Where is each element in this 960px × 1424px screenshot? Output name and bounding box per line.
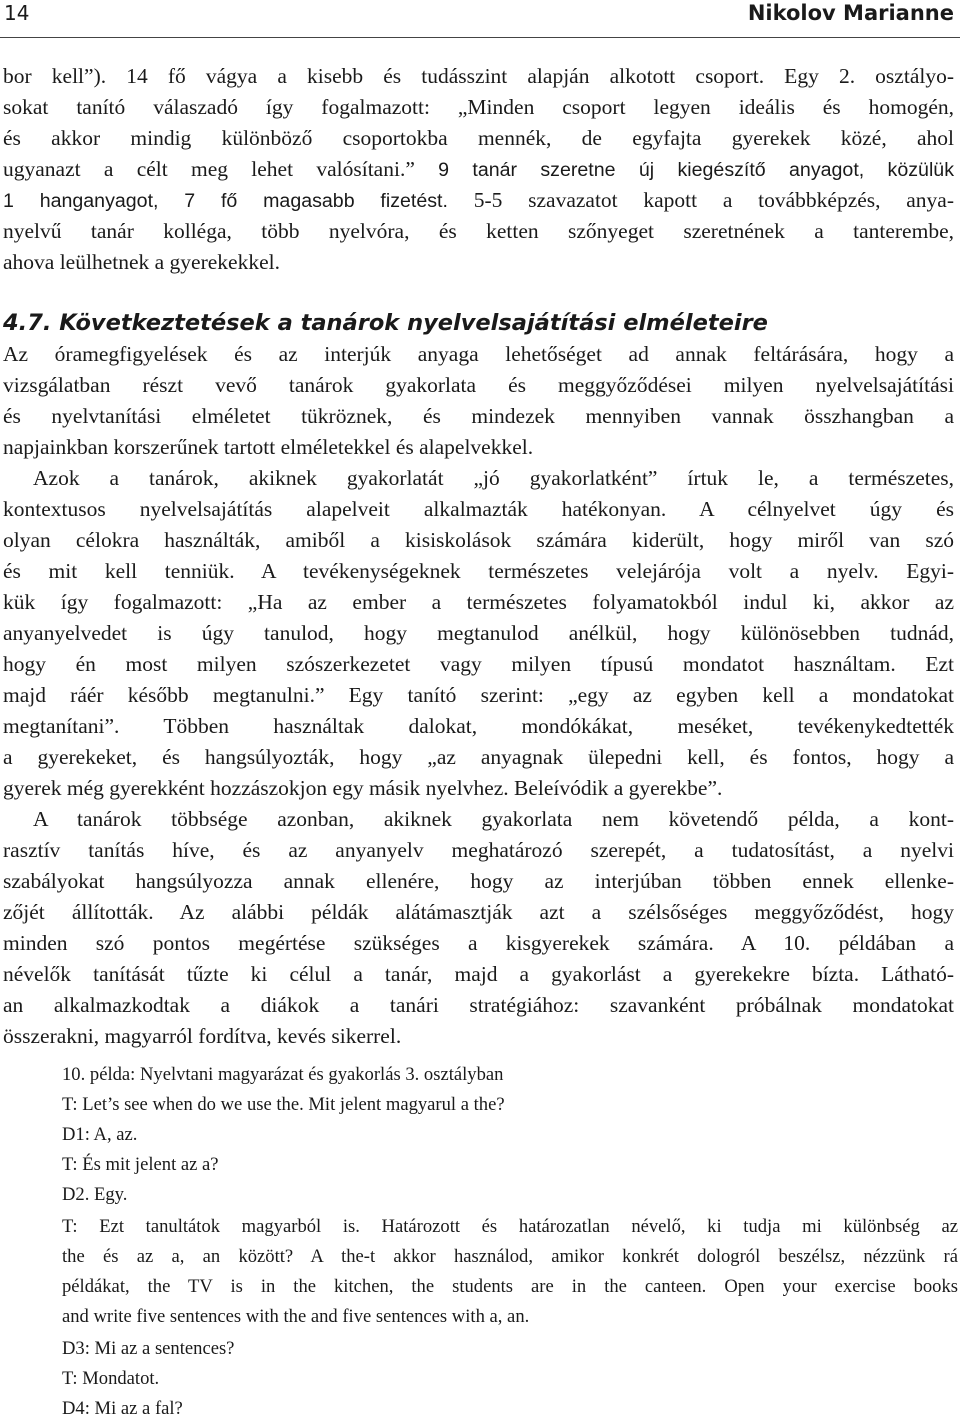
dialogue-line: D4: Mi az a fal? (62, 1398, 183, 1419)
text-line: vizsgálatban részt vevő tanárok gyakorlata és meggyőződései milyen nyelvelsajátítási (3, 373, 954, 397)
running-head-author: Nikolov Marianne (747, 1, 954, 25)
dialogue-line: T: Ezt tanultátok magyarból is. Határozott és határozatlan névelő, ki tudja mi különbség az (62, 1216, 958, 1237)
page-number: 14 (4, 1, 30, 25)
example-title: 10. példa: Nyelvtani magyarázat és gyakorlás 3. osztályban (62, 1064, 504, 1085)
text-line: hogy én most milyen szószerkezetet vagy milyen típusú mondatot használtam. Ezt (3, 652, 954, 676)
text-line: napjainkban korszerűnek tartott elméletekkel és alapelvekkel. (3, 435, 534, 459)
text-line: megtanítani”. Többen használtak dalokat, mondókákat, meséket, tevékenykedtették (3, 714, 954, 738)
text-line: bor kell”). 14 fő vágya a kisebb és tudásszint alapján alkotott csoport. Egy 2. osztályo- (3, 64, 954, 88)
dialogue-line: D1: A, az. (62, 1124, 138, 1145)
text-line: gyerek még gyerekként hozzászokjon egy másik nyelvhez. Beleívódik a gyerekbe”. (3, 776, 723, 800)
text-line: ugyanazt a célt meg lehet valósítani.” 9 tanár szeretne új kiegészítő anyagot, közülük (3, 157, 954, 181)
text-line: zőjét állították. Az alábbi példák alátámasztják azt a szélsőséges meggyőződést, hogy (3, 900, 954, 924)
dialogue-line: the és az a, an között? A the-t akkor használod, amikor konkrét dologról beszélsz, nézzünk rá (62, 1246, 958, 1267)
text-line: Azok a tanárok, akiknek gyakorlatát „jó gyakorlatként” írtuk le, a természetes, (33, 466, 954, 490)
dialogue-line: T: Mondatot. (62, 1368, 160, 1389)
text-line: kük így fogalmazott: „Ha az ember a természetes folyamatokból indul ki, akkor az (3, 590, 954, 614)
text-line: összerakni, magyarról fordítva, kevés sikerrel. (3, 1024, 402, 1048)
section-heading: 4.7. Következtetések a tanárok nyelvelsajátítási elméleteire (3, 310, 768, 336)
dialogue-line: példákat, the TV is in the kitchen, the students are in the canteen. Open your exercise books (62, 1276, 958, 1297)
dialogue-line: T: Let’s see when do we use the. Mit jelent magyarul a the? (62, 1094, 505, 1115)
dialogue-line: and write five sentences with the and five sentences with a, an. (62, 1306, 530, 1327)
text-line: és akkor mindig különböző csoportokba mennék, de egyfajta gyerekek közé, ahol (3, 126, 954, 150)
text-line: 1 hanganyagot, 7 fő magasabb fizetést. 5-5 szavazatot kapott a továbbképzés, anya- (3, 188, 954, 212)
text-line: nyelvű tanár kolléga, több nyelvóra, és ketten szőnyeget szeretnének a tanterembe, (3, 219, 954, 243)
text-line: minden szó pontos megértése szükséges a kisgyerekek számára. A 10. példában a (3, 931, 954, 955)
text-line: a gyerekeket, és hangsúlyozták, hogy „az anyagnak ülepedni kell, és fontos, hogy a (3, 745, 954, 769)
header-rule (0, 37, 960, 38)
page-header (2, 0, 958, 28)
text-line: majd ráér később megtanulni.” Egy tanító szerint: „egy az egyben kell a mondatokat (3, 683, 954, 707)
text-line: és mit kell tenniük. A tevékenységeknek természetes velejárója volt a nyelv. Egyi- (3, 559, 954, 583)
dialogue-line: T: És mit jelent az a? (62, 1154, 219, 1175)
text-line: Az óramegfigyelések és az interjúk anyaga lehetőséget ad annak feltárására, hogy a (3, 342, 954, 366)
dialogue-line: D3: Mi az a sentences? (62, 1338, 235, 1359)
text-line: névelők tanítását tűzte ki célul a tanár, majd a gyakorlást a gyerekekre bízta. Látható- (3, 962, 954, 986)
text-line: sokat tanító válaszadó így fogalmazott: „Minden csoport legyen ideális és homogén, (3, 95, 954, 119)
text-line: kontextusos nyelvelsajátítás alapelveit alkalmazták hatékonyan. A célnyelvet úgy és (3, 497, 954, 521)
dialogue-line: D2. Egy. (62, 1184, 128, 1205)
text-line: rasztív tanítás híve, és az anyanyelv meghatározó szerepét, a tudatosítást, a nyelvi (3, 838, 954, 862)
text-line: A tanárok többsége azonban, akiknek gyakorlata nem követendő példa, a kont- (33, 807, 954, 831)
text-line: olyan célokra használták, amiből a kisiskolások számára kiderült, hogy miről van szó (3, 528, 954, 552)
text-line: ahova leülhetnek a gyerekekkel. (3, 250, 280, 274)
text-line: an alkalmazkodtak a diákok a tanári stratégiához: szavanként próbálnak mondatokat (3, 993, 954, 1017)
text-line: anyanyelvedet is úgy tanulod, hogy megtanulod anélkül, hogy különösebben tudnád, (3, 621, 954, 645)
text-line: és nyelvtanítási elméletet tükröznek, és mindezek mennyiben vannak összhangban a (3, 404, 954, 428)
text-line: szabályokat hangsúlyozza annak ellenére, hogy az interjúban többen ennek ellenke- (3, 869, 954, 893)
